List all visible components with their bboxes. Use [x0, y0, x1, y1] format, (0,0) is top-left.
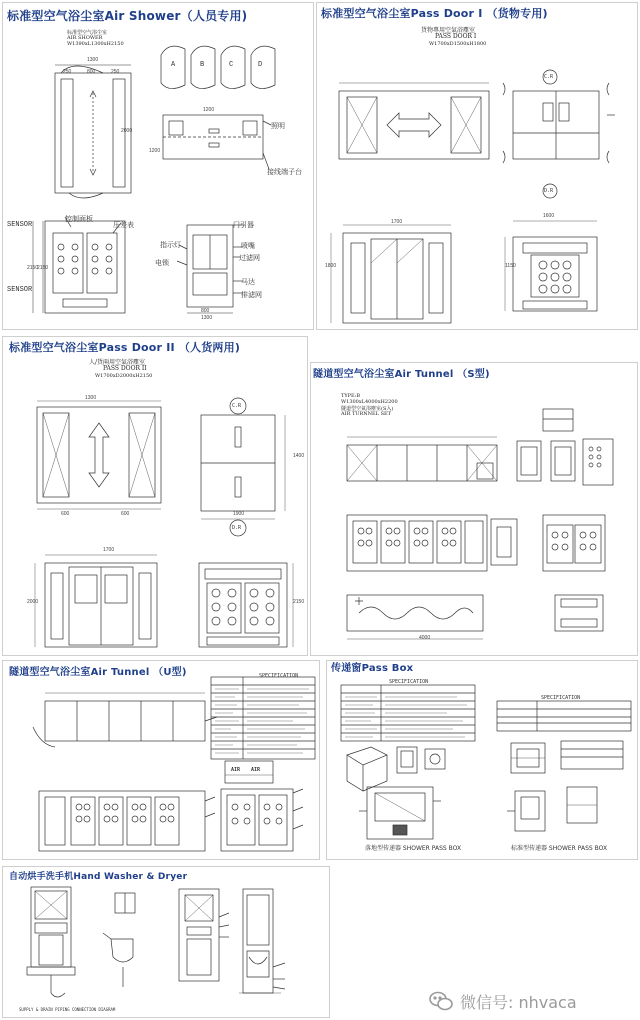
spec-title-pass-box-2: SPECIFICATION	[541, 695, 581, 701]
section-title-tunnel-s: 隧道型空气浴尘室Air Tunnel （S型)	[313, 369, 490, 380]
circle-label-cr-pd1: C.R	[544, 74, 554, 80]
label-pressure-gauge: 压差表	[113, 221, 134, 229]
logo-air-right: AIR	[251, 767, 261, 773]
drawing-title-air-shower: 标准型空气浴尘室	[67, 30, 108, 36]
drawing-model-tunnel-s: W1300xL4000xH2200	[341, 399, 398, 405]
spec-title-pass-box-1: SPECIFICATION	[389, 679, 429, 685]
door-letter-b: B	[200, 61, 205, 69]
label-sensor-bottom: SENSOR	[7, 286, 33, 294]
pass-door-2-drawing	[3, 337, 309, 657]
caption-floor-pass-box: 落地型传递器 SHOWER PASS BOX	[365, 845, 462, 852]
panel-hand-dryer	[2, 866, 330, 1018]
dim-pd1-height: 1800	[325, 263, 337, 269]
dim-pd1-side: 1150	[505, 263, 516, 269]
dim-top-right: 250	[111, 69, 120, 75]
dim-pd2-front-width: 1700	[103, 547, 115, 553]
door-letter-d: D	[258, 61, 263, 69]
air-shower-drawing	[3, 3, 315, 331]
door-letter-c: C	[229, 61, 234, 69]
label-lighting: 照明	[271, 122, 285, 130]
caption-standard-pass-box: 标准型传递器 SHOWER PASS BOX	[511, 845, 608, 852]
label-exhaust-filter: 排滤网	[241, 291, 262, 299]
dim-side-total: 1300	[201, 315, 213, 321]
dim-tunnel-length: 4000	[419, 635, 431, 641]
dim-pd1-depth: 1600	[543, 213, 555, 219]
panel-pass-door-1	[316, 2, 638, 330]
label-nozzle: 喷嘴	[241, 242, 255, 250]
drawing-subtitle-tunnel-s: AIR TURNNEL SET	[341, 411, 391, 417]
drawing-title-pass-door-2: 人/貨兩用空氣浴塵室	[89, 359, 146, 366]
dim-top-left: 250	[63, 69, 72, 75]
dim-pd1-width: 1700	[391, 219, 403, 225]
door-letter-a: A	[171, 61, 176, 69]
pass-box-drawing	[327, 661, 639, 861]
dim-pd2-side-height: 2150	[293, 599, 305, 605]
dim-side-width: 800	[201, 308, 210, 314]
dim-pd2-left: 600	[61, 511, 70, 517]
label-door-closer: 门引器	[233, 221, 254, 229]
panel-air-shower	[2, 2, 314, 330]
label-control-panel: 控制面板	[65, 215, 93, 223]
dim-pd2-front-height: 2000	[27, 599, 39, 605]
panel-pass-door-2	[2, 336, 308, 656]
dim-plan-height: 2000	[121, 128, 133, 134]
drawing-type-tunnel-s: TYPE:B	[341, 393, 361, 399]
panel-tunnel-s	[310, 362, 638, 656]
dim-door-plan-width: 1200	[203, 107, 215, 113]
dim-front-height-right: 2150	[37, 265, 49, 271]
callout-piping-diagram: SUPPLY & DRAIN PIPING CONNECTION DIAGRAM	[19, 1007, 116, 1012]
dim-top-mid: 800	[87, 69, 96, 75]
section-title-air-shower: 标准型空气浴尘室Air Shower（人员专用)	[7, 9, 248, 23]
label-electric-lock: 电锁	[155, 259, 169, 267]
drawing-model-air-shower: W1390xL1300xH2150	[67, 41, 124, 47]
label-sensor-top: SENSOR	[7, 221, 33, 229]
hand-dryer-drawing	[3, 867, 331, 1019]
drawing-model-pass-door-2: W1700xD2000xH2150	[95, 373, 153, 379]
dim-pd2-top: 1300	[85, 395, 97, 401]
dim-top-width: 1300	[87, 57, 99, 63]
drawing-title-tunnel-s: 隧道型空氣浴塵室(S入)	[341, 406, 394, 412]
drawing-subtitle-pass-door-1: PASS DOOR I	[435, 33, 477, 40]
dim-plan-depth: 1200	[149, 148, 161, 154]
tunnel-s-drawing	[311, 363, 639, 657]
label-motor: 马达	[241, 278, 255, 286]
circle-label-dr-pd2: D.R	[232, 525, 242, 531]
panel-tunnel-u	[2, 660, 320, 860]
drawing-subtitle-pass-door-2: PASS DOOR II	[103, 365, 147, 372]
label-indicator: 指示灯	[160, 241, 181, 249]
dim-pd2-right: 600	[121, 511, 130, 517]
spec-title-tunnel-u: SPECIFICATION	[259, 673, 299, 679]
section-title-pass-box: 传递窗Pass Box	[331, 663, 414, 674]
section-title-hand-dryer: 自动烘手洗手机Hand Washer & Dryer	[9, 872, 188, 882]
drawing-title-pass-door-1: 貨物專用空氣浴塵室	[421, 27, 476, 34]
circle-label-dr-pd1: D.R	[544, 188, 554, 194]
dim-front-height-left: 2150	[27, 265, 39, 271]
section-title-pass-door-2: 标准型空气浴尘室Pass Door II （人货两用)	[9, 341, 241, 354]
watermark-text: 微信号: nhvaca	[460, 993, 577, 1012]
drawing-subtitle-air-shower: AIR SHOWER	[67, 35, 103, 41]
circle-label-cr-pd2: C.R	[232, 403, 242, 409]
dim-pd2-plan-height: 1400	[293, 453, 305, 459]
dim-pd2-side-width: 1900	[233, 511, 245, 517]
label-filter: 过滤网	[239, 254, 260, 262]
drawing-model-pass-door-1: W1700xD1500xH1800	[429, 41, 487, 47]
pass-door-1-drawing	[317, 3, 639, 331]
logo-air-left: AIR	[231, 767, 241, 773]
watermark	[428, 986, 638, 1016]
section-title-tunnel-u: 隧道型空气浴尘室Air Tunnel （U型)	[9, 667, 187, 678]
section-title-pass-door-1: 标准型空气浴尘室Pass Door I （货物专用)	[321, 7, 548, 20]
wechat-logo-icon	[428, 990, 454, 1012]
panel-pass-box	[326, 660, 638, 860]
label-terminal-block: 接线端子台	[267, 168, 302, 176]
tunnel-u-drawing	[3, 661, 321, 861]
